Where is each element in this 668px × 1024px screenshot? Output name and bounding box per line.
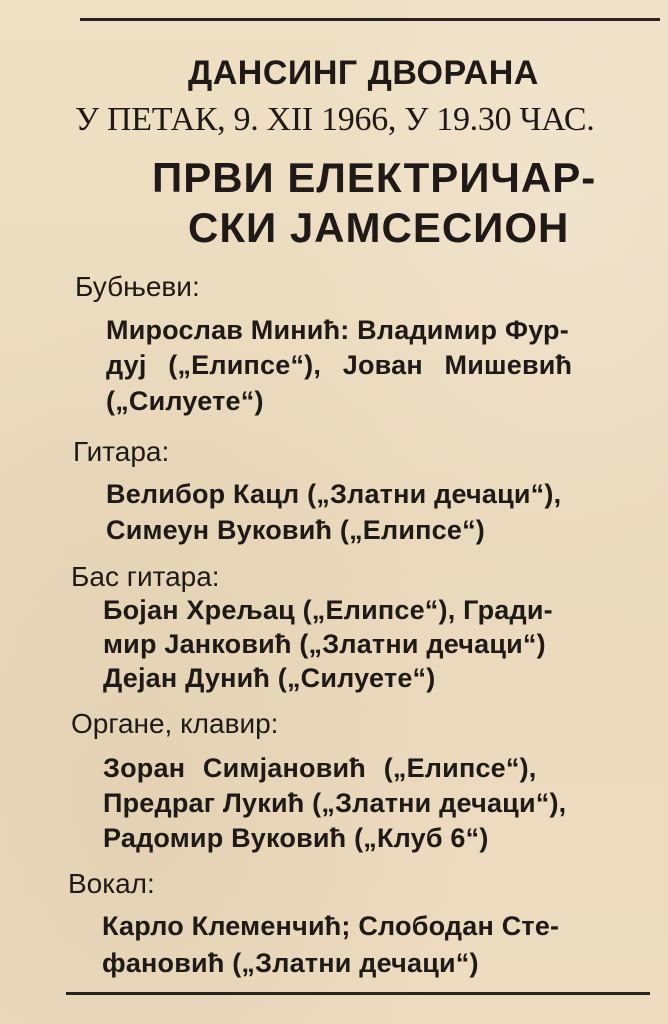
bass-line-1: Бојан Хрељац („Елипсе“), Гради- bbox=[103, 595, 553, 625]
top-rule bbox=[80, 18, 660, 21]
venue-title: ДАНСИНГ ДВОРАНА bbox=[188, 54, 539, 92]
drums-line-3: („Силуете“) bbox=[106, 386, 264, 416]
section-label-drums: Бубњеви: bbox=[75, 271, 200, 302]
drums-line-2: дуј („Елипсе“), Јован Мишевић bbox=[106, 350, 573, 380]
guitar-line-2: Симеун Вуковић („Елипсе“) bbox=[106, 515, 485, 545]
event-title-line-1: ПРВИ ЕЛЕКТРИЧАР- bbox=[152, 154, 597, 201]
drums-line-1: Мирослав Минић: Владимир Фур- bbox=[106, 315, 569, 345]
section-label-bass-guitar: Бас гитара: bbox=[71, 561, 220, 592]
bottom-rule bbox=[66, 992, 650, 995]
section-label-organ-piano: Органе, клавир: bbox=[71, 708, 279, 739]
vocals-line-2: фановић („Златни дечаци“) bbox=[102, 948, 479, 978]
organ-line-1: Зоран Симјановић („Елипсе“), bbox=[103, 753, 537, 783]
organ-line-3: Радомир Вуковић („Клуб 6“) bbox=[103, 823, 489, 853]
vocals-line-1: Карло Клеменчић; Слободан Сте- bbox=[102, 911, 560, 941]
date-line: У ПЕТАК, 9. XII 1966, У 19.30 ЧАС. bbox=[75, 101, 595, 138]
section-label-vocals: Вокал: bbox=[68, 868, 155, 899]
organ-line-2: Предраг Лукић („Златни дечаци“), bbox=[103, 788, 567, 818]
guitar-line-1: Велибор Кацл („Златни дечаци“), bbox=[106, 479, 562, 509]
section-label-guitar: Гитара: bbox=[73, 436, 170, 467]
bass-line-2: мир Јанковић („Златни дечаци“) bbox=[103, 629, 546, 659]
event-title-line-2: СКИ ЈАМСЕСИОН bbox=[188, 204, 570, 251]
bass-line-3: Дејан Дунић („Силуете“) bbox=[103, 663, 436, 693]
